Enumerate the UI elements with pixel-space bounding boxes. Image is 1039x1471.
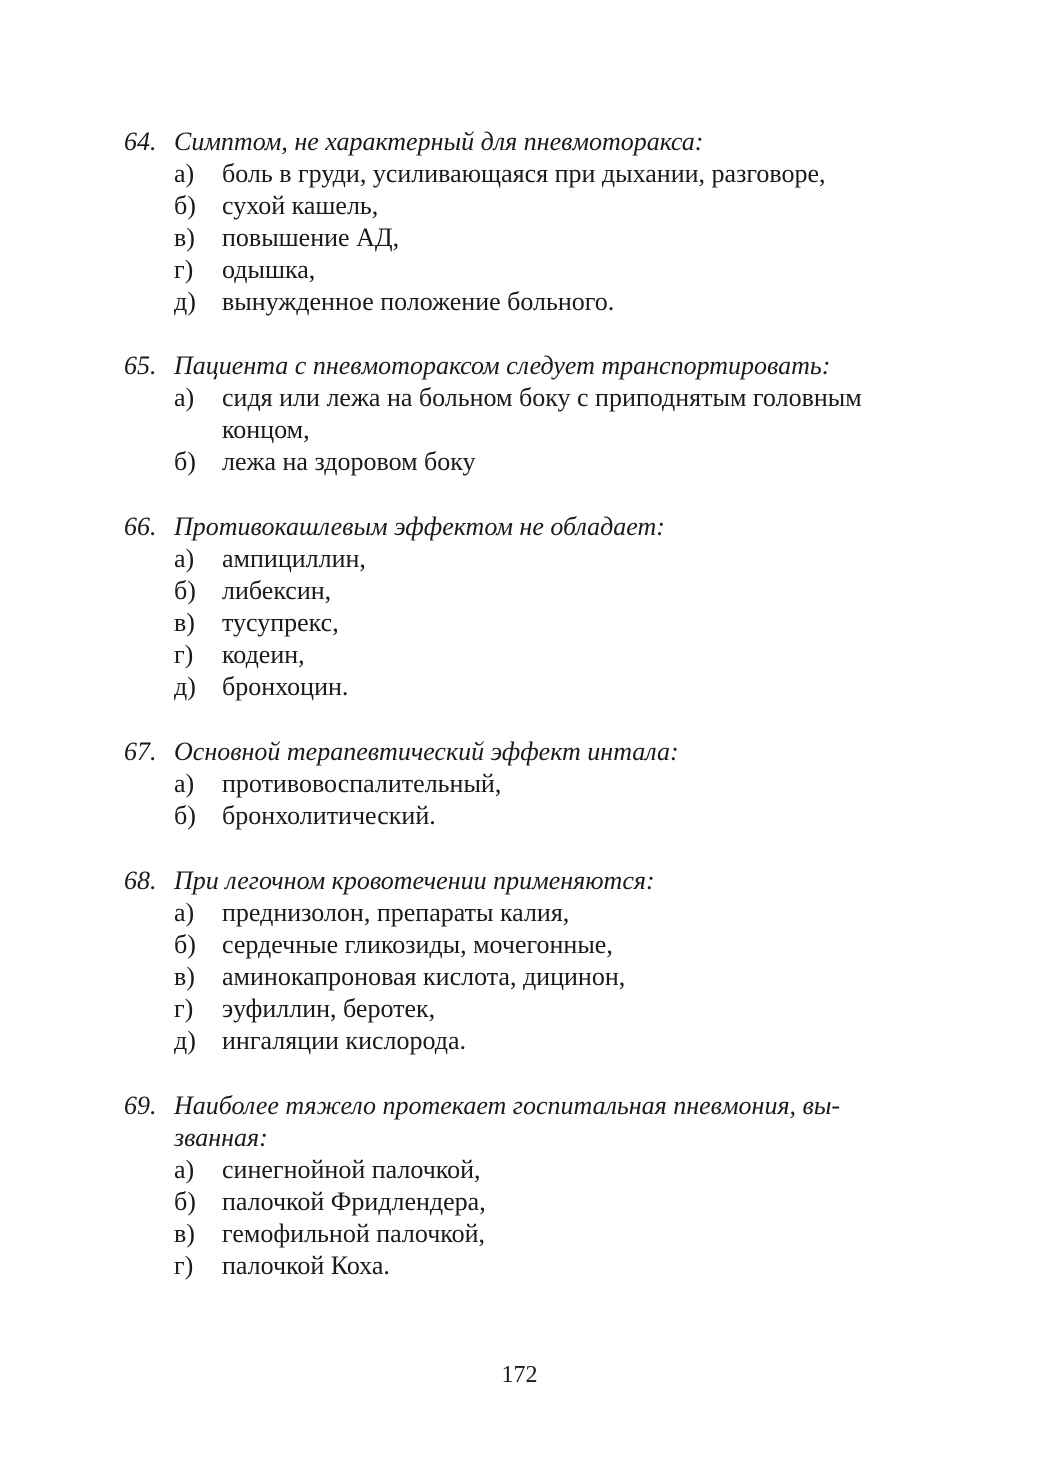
option-letter: а) [174, 383, 195, 412]
answer-option-continuation [124, 414, 924, 446]
option-text: бронхоцин. [222, 672, 349, 701]
question-text: Основной терапевтический эффект интала: [174, 737, 679, 766]
answer-option [124, 1250, 924, 1282]
option-letter: б) [174, 801, 196, 830]
question-number: 69. [124, 1091, 157, 1120]
option-text: противовоспалительный, [222, 769, 502, 798]
option-text: палочкой Фридлендера, [222, 1187, 486, 1216]
question-number: 68. [124, 866, 157, 895]
option-text-continuation: концом, [222, 415, 310, 444]
question-text: Пациента с пневмотораксом следует транспортировать: [174, 351, 831, 380]
option-letter: в) [174, 1219, 195, 1248]
page-number: 172 [501, 1362, 538, 1388]
answer-option [124, 382, 924, 414]
answer-option [124, 929, 924, 961]
question-title [124, 736, 924, 768]
option-text: эуфиллин, беротек, [222, 994, 436, 1023]
option-letter: в) [174, 608, 195, 637]
answer-option [124, 671, 924, 703]
question-number: 65. [124, 351, 157, 380]
option-text: сердечные гликозиды, мочегонные, [222, 930, 613, 959]
option-letter: б) [174, 576, 196, 605]
option-letter: б) [174, 447, 196, 476]
answer-option [124, 1154, 924, 1186]
question-number: 64. [124, 127, 157, 156]
option-text: вынужденное положение больного. [222, 287, 615, 316]
question-text-continuation: званная: [174, 1123, 268, 1152]
answer-option [124, 1218, 924, 1250]
option-letter: б) [174, 191, 196, 220]
answer-option [124, 158, 924, 190]
option-text: бронхолитический. [222, 801, 436, 830]
answer-option [124, 446, 924, 478]
option-text: кодеин, [222, 640, 305, 669]
option-text: синегнойной палочкой, [222, 1155, 481, 1184]
question-title [124, 1090, 924, 1122]
question-64 [124, 126, 924, 318]
option-letter: г) [174, 255, 194, 284]
question-66 [124, 511, 924, 703]
option-text: ампициллин, [222, 544, 366, 573]
option-text: боль в груди, усиливающаяся при дыхании, разговоре, [222, 159, 826, 188]
answer-option [124, 575, 924, 607]
option-text: гемофильной палочкой, [222, 1219, 486, 1248]
answer-option [124, 254, 924, 286]
option-text: ингаляции кислорода. [222, 1026, 467, 1055]
option-text: одышка, [222, 255, 316, 284]
question-67 [124, 736, 924, 832]
option-letter: г) [174, 1251, 194, 1280]
option-text: сухой кашель, [222, 191, 379, 220]
option-text: тусупрекс, [222, 608, 339, 637]
question-text: Противокашлевым эффектом не обладает: [174, 512, 665, 541]
question-65 [124, 350, 924, 478]
answer-option [124, 768, 924, 800]
option-letter: а) [174, 544, 195, 573]
question-title [124, 511, 924, 543]
option-letter: а) [174, 159, 195, 188]
answer-option [124, 961, 924, 993]
answer-option [124, 993, 924, 1025]
answer-option [124, 190, 924, 222]
option-text: лежа на здоровом боку [222, 447, 476, 476]
option-letter: в) [174, 962, 195, 991]
option-letter: г) [174, 994, 194, 1023]
answer-option [124, 286, 924, 318]
question-title [124, 865, 924, 897]
option-letter: а) [174, 898, 195, 927]
answer-option [124, 607, 924, 639]
answer-option [124, 222, 924, 254]
option-text: палочкой Коха. [222, 1251, 390, 1280]
question-number: 66. [124, 512, 157, 541]
option-letter: а) [174, 769, 195, 798]
answer-option [124, 800, 924, 832]
option-text: повышение АД, [222, 223, 400, 252]
question-text: При легочном кровотечении применяются: [174, 866, 655, 895]
option-letter: д) [174, 287, 196, 316]
answer-option [124, 639, 924, 671]
answer-option [124, 543, 924, 575]
option-letter: д) [174, 672, 196, 701]
question-title [124, 126, 924, 158]
option-text: сидя или лежа на больном боку с приподнятым головным [222, 383, 862, 412]
question-69 [124, 1090, 924, 1282]
answer-option [124, 1186, 924, 1218]
question-text: Симптом, не характерный для пневмоторакса: [174, 127, 704, 156]
question-text: Наиболее тяжело протекает госпитальная пневмония, вы- [174, 1091, 841, 1120]
option-letter: в) [174, 223, 195, 252]
answer-option [124, 897, 924, 929]
option-letter: а) [174, 1155, 195, 1184]
question-title [124, 350, 924, 382]
option-letter: г) [174, 640, 194, 669]
option-text: преднизолон, препараты калия, [222, 898, 570, 927]
question-number: 67. [124, 737, 157, 766]
option-letter: д) [174, 1026, 196, 1055]
option-text: либексин, [222, 576, 332, 605]
option-text: аминокапроновая кислота, дицинон, [222, 962, 626, 991]
answer-option [124, 1025, 924, 1057]
question-68 [124, 865, 924, 1057]
option-letter: б) [174, 1187, 196, 1216]
option-letter: б) [174, 930, 196, 959]
